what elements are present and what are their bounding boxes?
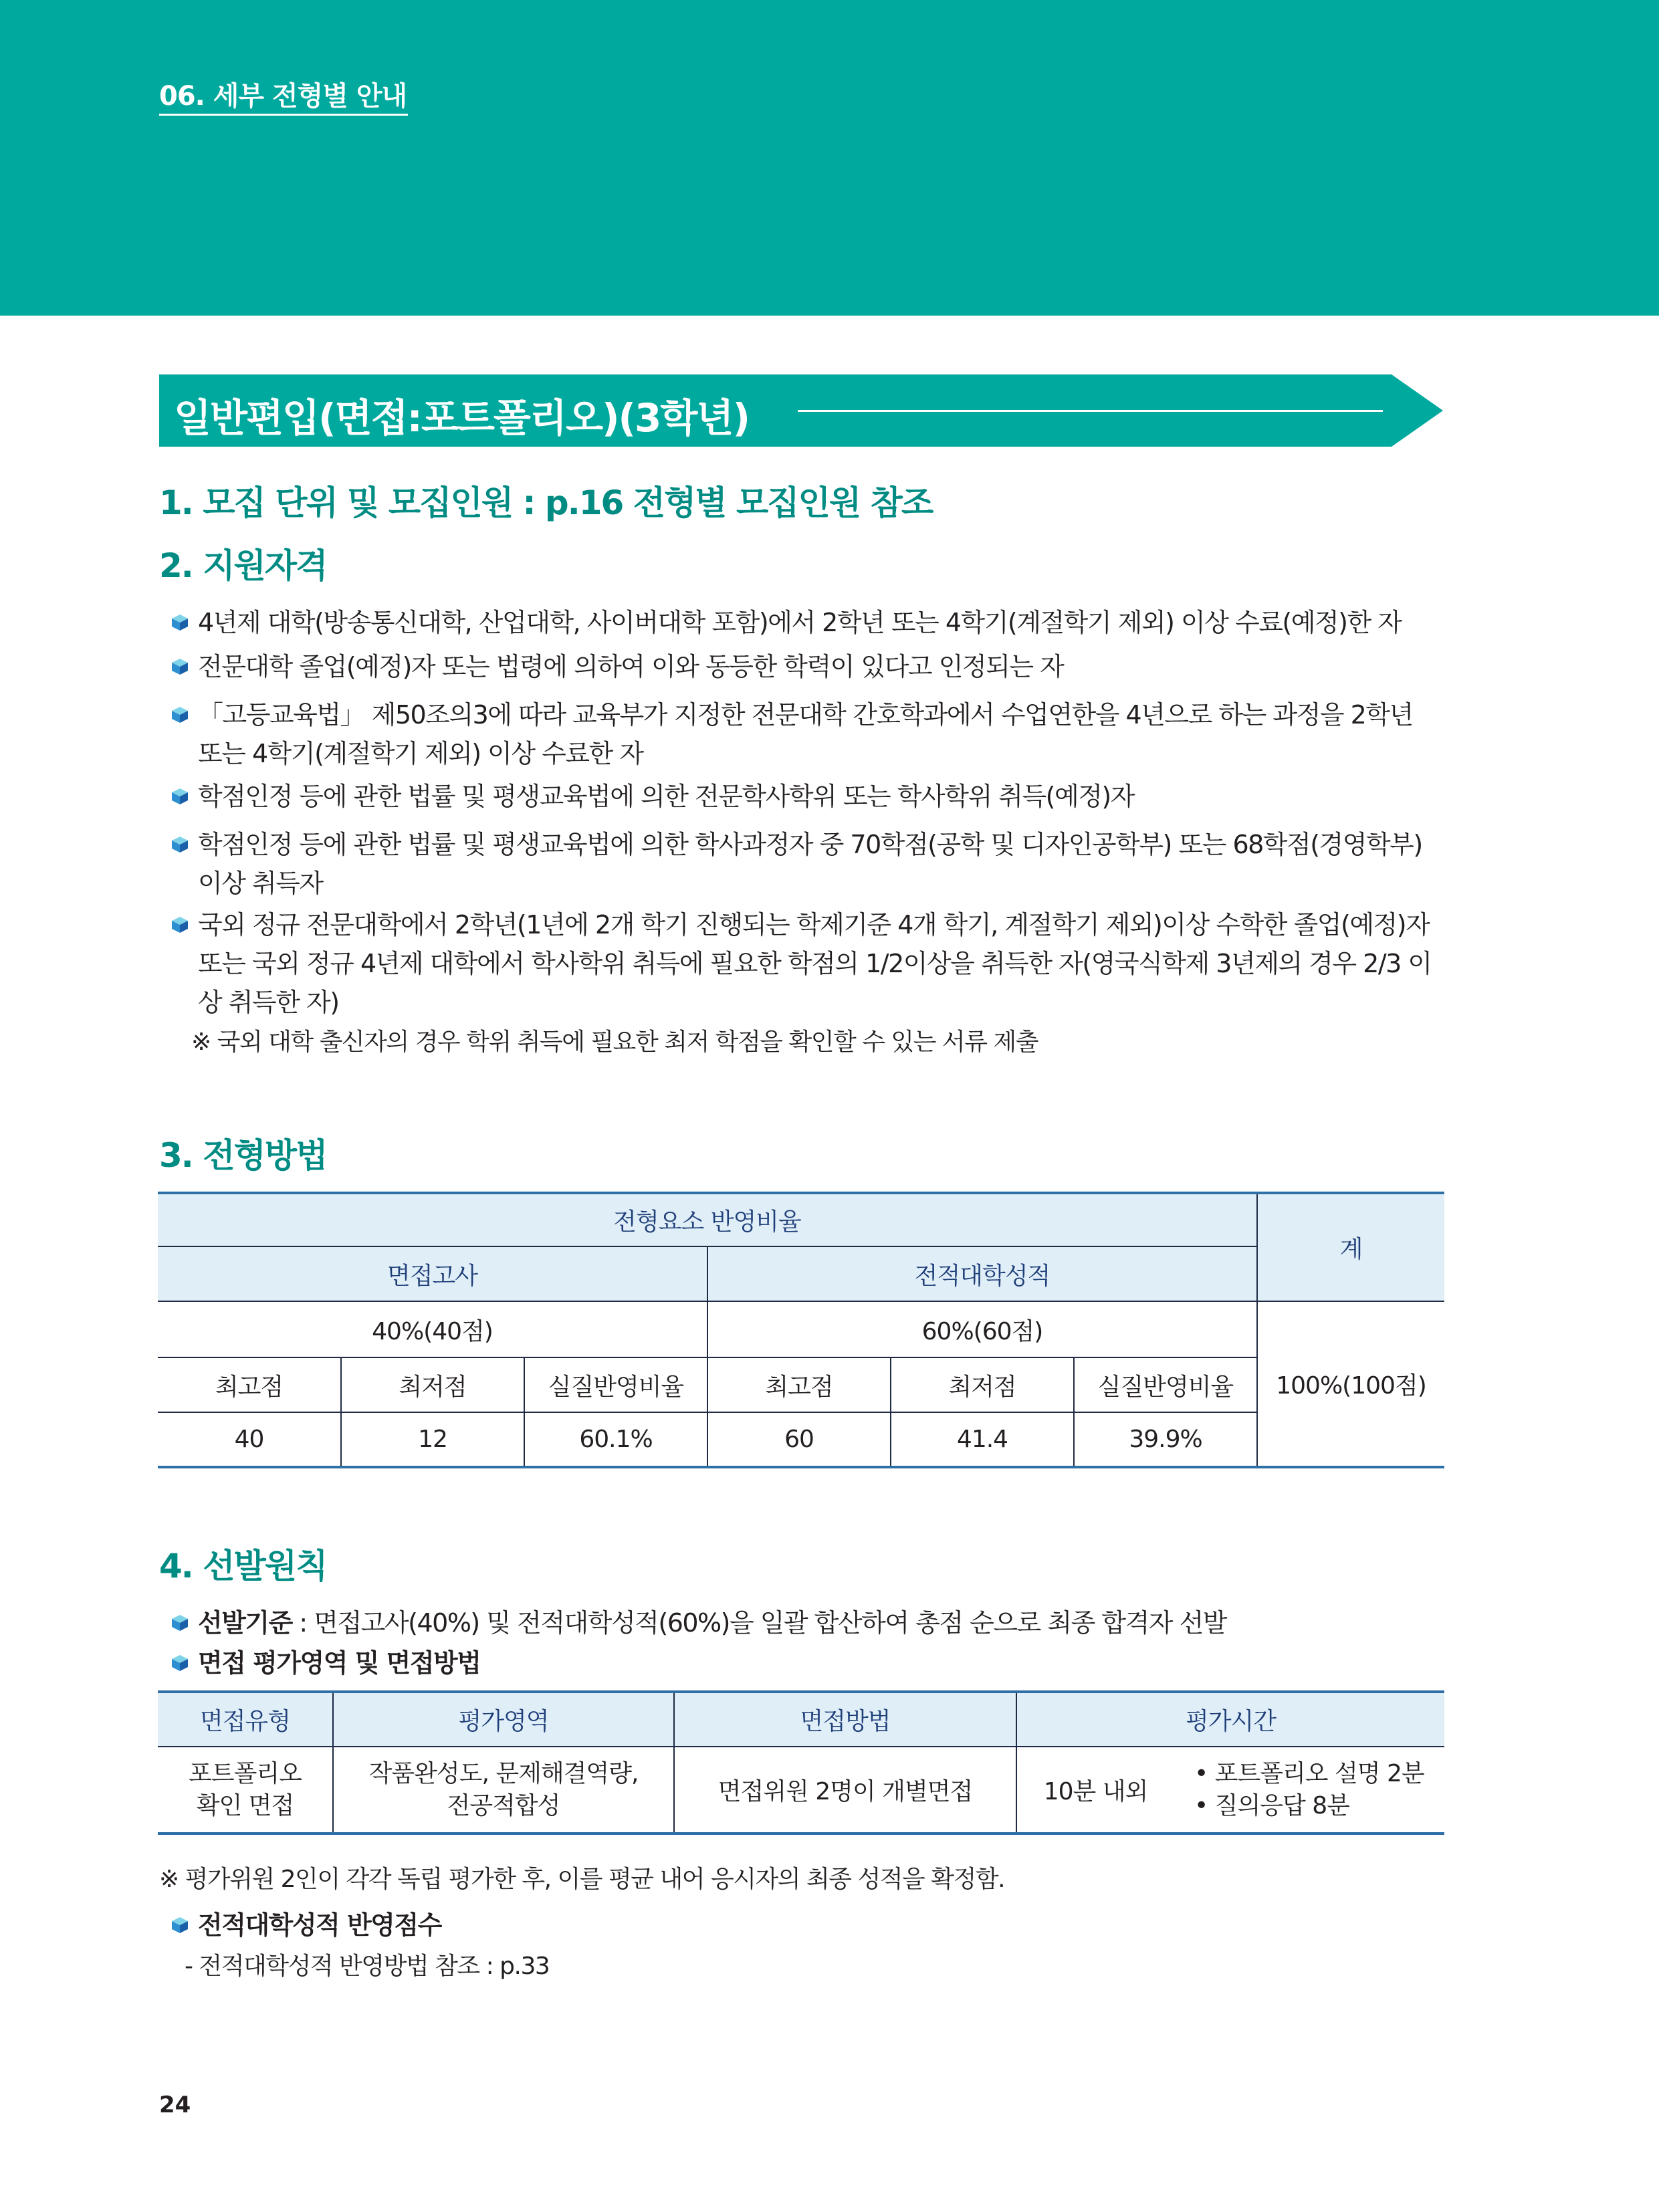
page-number: 24 (159, 2092, 191, 2118)
total-value: 100%(100점) (1257, 1301, 1444, 1467)
banner-title: 일반편입(면접:포트폴리오)(3학년) (174, 395, 749, 441)
college-score-reference: - 전적대학성적 반영방법 참조 : p.33 (185, 1953, 550, 1980)
cube-bullet-icon (171, 614, 189, 631)
qualification-item (171, 647, 1442, 686)
header-group-ratio: 전형요소 반영비율 (158, 1193, 1257, 1246)
cell-value: 40 (158, 1412, 341, 1467)
criteria-text: : 면접고사(40%) 및 전적대학성적(60%)을 일괄 합산하여 총점 순으로 최종 합격자 선발 (292, 1608, 1226, 1638)
eval-area-cell (333, 1747, 674, 1834)
header-band (0, 0, 1659, 316)
cube-bullet-icon (171, 1654, 189, 1672)
qualification-item (171, 603, 1442, 642)
heading-selection-principle: 4. 선발원칙 (159, 1547, 327, 1585)
method-table (158, 1192, 1444, 1468)
interview-type-cell (158, 1747, 333, 1834)
interview-area-heading (171, 1644, 1442, 1682)
col-effective-ratio: 실질반영비율 (524, 1357, 707, 1412)
header-total: 계 (1257, 1193, 1444, 1301)
qualification-item (171, 777, 1442, 816)
qualification-item (171, 695, 1442, 773)
time-detail-item: • 질의응답 8분 (1194, 1791, 1349, 1819)
cube-bullet-icon (171, 1614, 189, 1632)
interview-ratio: 40%(40점) (158, 1301, 707, 1357)
eval-time-details (1174, 1747, 1444, 1834)
cube-bullet-icon (171, 658, 189, 675)
header-college-grade: 전적대학성적 (707, 1246, 1257, 1301)
header-interview-type: 면접유형 (158, 1692, 333, 1747)
qualification-item (171, 905, 1442, 1022)
col-min-score: 최저점 (341, 1357, 524, 1412)
header-eval-time: 평가시간 (1016, 1692, 1444, 1747)
heading-qualifications: 2. 지원자격 (159, 546, 327, 585)
eval-area-line: 전공적합성 (447, 1791, 560, 1819)
header-interview: 면접고사 (158, 1246, 707, 1301)
interview-type-line: 포트폴리오 (189, 1759, 302, 1787)
qualification-note: ※ 국외 대학 출신자의 경우 학위 취득에 필요한 최저 학점을 확인할 수 있는 서류 제출 (191, 1028, 1038, 1056)
college-score-heading (171, 1906, 1442, 1945)
header-eval-area: 평가영역 (333, 1692, 674, 1747)
cell-value: 12 (341, 1412, 524, 1467)
section-tag-underline (159, 114, 408, 116)
cube-bullet-icon (171, 788, 189, 805)
college-score-label: 전적대학성적 반영점수 (198, 1910, 441, 1940)
qualification-text: 국외 정규 전문대학에서 2학년(1년에 2개 학기 진행되는 학제기준 4개 학기, 계절학기 제외)이상 수학한 졸업(예정)자 또는 국외 정규 4년제 대학에서 학사학위 취득에 필요한 학점의 1/2이상을 취득한 자(영국식학제 3년제의 경우 2/3 이상 취득한 자) (198, 910, 1432, 1017)
cell-value: 39.9% (1074, 1412, 1257, 1467)
interview-type-line: 확인 면접 (196, 1791, 294, 1819)
qualification-text: 전문대학 졸업(예정)자 또는 법령에 의하여 이와 동등한 학력이 있다고 인정되는 자 (198, 652, 1064, 681)
qualification-text: 「고등교육법」 제50조의3에 따라 교육부가 지정한 전문대학 간호학과에서 수업연한을 4년으로 하는 과정을 2학년 또는 4학기(계절학기 제외) 이상 수료한 자 (198, 700, 1413, 768)
eval-area-line: 작품완성도, 문제해결역량, (368, 1759, 639, 1787)
interview-area-label: 면접 평가영역 및 면접방법 (198, 1648, 481, 1678)
qualification-item (171, 825, 1442, 903)
heading-selection-method: 3. 전형방법 (159, 1136, 327, 1175)
col-max-score: 최고점 (158, 1357, 341, 1412)
col-effective-ratio: 실질반영비율 (1074, 1357, 1257, 1412)
cube-bullet-icon (171, 916, 189, 933)
heading-recruitment-units: 1. 모집 단위 및 모집인원 : p.16 전형별 모집인원 참조 (159, 483, 933, 522)
interview-table (158, 1690, 1444, 1835)
selection-criteria (171, 1603, 1442, 1642)
criteria-label: 선발기준 (198, 1608, 292, 1638)
col-min-score: 최저점 (891, 1357, 1074, 1412)
cube-bullet-icon (171, 706, 189, 724)
section-tag: 06. 세부 전형별 안내 (159, 81, 407, 112)
college-ratio: 60%(60점) (707, 1301, 1257, 1357)
cube-bullet-icon (171, 836, 189, 853)
qualification-text: 학점인정 등에 관한 법률 및 평생교육법에 의한 학사과정자 중 70학점(공학 및 디자인공학부) 또는 68학점(경영학부) 이상 취득자 (198, 830, 1422, 898)
header-interview-method: 면접방법 (674, 1692, 1016, 1747)
cell-value: 60.1% (524, 1412, 707, 1467)
cell-value: 60 (707, 1412, 891, 1467)
cube-bullet-icon (171, 1916, 189, 1934)
interview-method-cell: 면접위원 2명이 개별면접 (674, 1747, 1016, 1834)
col-max-score: 최고점 (707, 1357, 891, 1412)
eval-time-cell: 10분 내외 (1016, 1747, 1174, 1834)
time-detail-item: • 포트폴리오 설명 2분 (1194, 1759, 1424, 1787)
qualification-text: 학점인정 등에 관한 법률 및 평생교육법에 의한 전문학사학위 또는 학사학위 취득(예정)자 (198, 782, 1134, 811)
banner-line (798, 410, 1383, 412)
evaluation-note: ※ 평가위원 2인이 각각 독립 평가한 후, 이를 평균 내어 응시자의 최종 성적을 확정함. (159, 1866, 1005, 1893)
cell-value: 41.4 (891, 1412, 1074, 1467)
qualification-text: 4년제 대학(방송통신대학, 산업대학, 사이버대학 포함)에서 2학년 또는 4학기(계절학기 제외) 이상 수료(예정)한 자 (198, 608, 1402, 637)
title-banner (159, 374, 1443, 447)
